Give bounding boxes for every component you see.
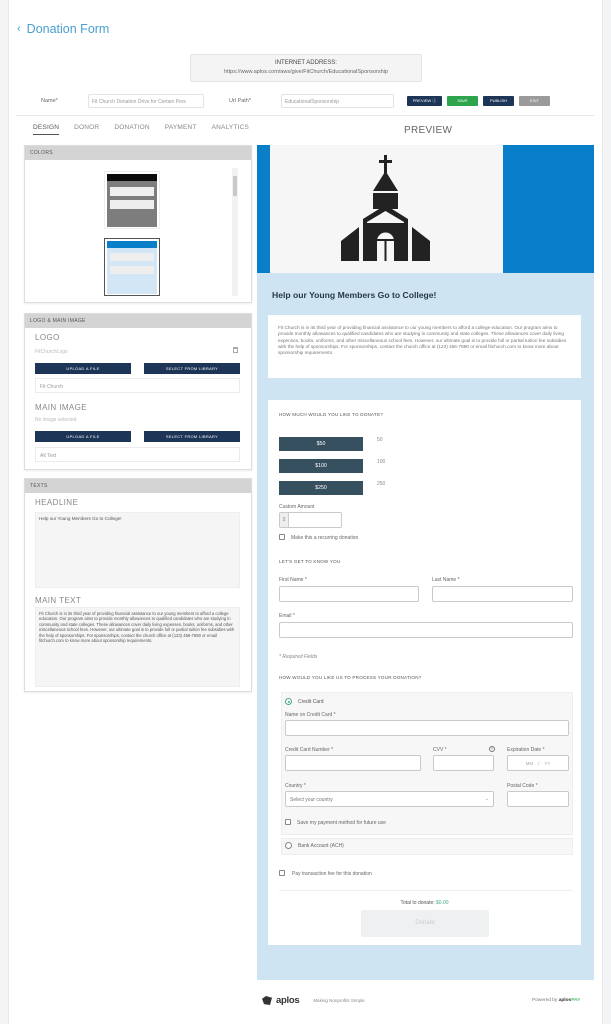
total-row	[268, 900, 581, 906]
name-input[interactable]: Fit Church Donation Drive for Certain Pers	[88, 94, 204, 108]
headline-textarea[interactable]: Help our Young Members Go to College!	[35, 512, 240, 588]
required-note: * Required Fields	[279, 654, 318, 660]
main-text-textarea[interactable]: Fit Church is in its third year of providing financial assistance to our young members to afford a college education. Our program aims to provide monthly allowances to qualified candidates who are studying in community and state colleges. These allowances cover daily living expenses, books, uniforms, and other miscellaneous school fees. However, our ultimate goal is to provide full or partial tuition fee subsidies with the help of sponsorships. For sponsorships, contact the church office at (123) 456-7890 or email fitchurch.com to know more about sponsorship requirements.	[35, 607, 240, 687]
internet-address-label: INTERNET ADDRESS:	[275, 60, 337, 66]
preview-button[interactable]: PREVIEW ⓘ	[407, 96, 442, 106]
footer-tagline: Making Nonprofits Simple	[313, 998, 365, 1003]
email-label: Email *	[279, 613, 295, 619]
tab-bar	[33, 124, 249, 135]
expiration-input[interactable]	[507, 755, 569, 771]
card-number-label: Credit Card Number *	[285, 747, 334, 753]
cvv-label: CVV *	[433, 747, 447, 753]
save-method-label: Save my payment method for future use	[297, 820, 386, 826]
total-label: Total to donate:	[400, 900, 435, 906]
publish-button[interactable]: PUBLISH	[483, 96, 514, 106]
name-label: Name*	[41, 98, 58, 104]
url-path-label: Url Path*	[229, 98, 252, 104]
fee-checkbox[interactable]	[279, 870, 285, 876]
amount-100-button[interactable]: $100	[279, 459, 363, 473]
donation-form-card	[268, 400, 581, 945]
bank-account-radio[interactable]	[285, 842, 292, 849]
preview-headline: Help our Young Members Go to College!	[272, 290, 437, 300]
exp-month: MM	[525, 760, 534, 766]
postal-code-input[interactable]	[507, 791, 569, 807]
aplos-mark-icon	[262, 996, 272, 1005]
url-path-input[interactable]: EducationalSponsorship	[281, 94, 394, 108]
powered-brand-suffix: PAY	[571, 998, 581, 1003]
credit-card-radio[interactable]	[285, 698, 292, 705]
amount-250-button[interactable]: $250	[279, 481, 363, 495]
country-placeholder: Select your country	[290, 797, 333, 803]
currency-addon: $	[280, 513, 289, 527]
back-link[interactable]	[17, 22, 109, 36]
help-icon[interactable]: ?	[490, 746, 494, 751]
amount-250-value: 250	[377, 481, 386, 487]
know-you-heading: LET'S GET TO KNOW YOU	[279, 559, 341, 564]
logo-panel-header: LOGO & MAIN IMAGE	[25, 314, 251, 328]
aplos-logo	[262, 995, 365, 1006]
email-input[interactable]	[279, 622, 573, 638]
colors-panel-header: COLORS	[25, 146, 251, 160]
amount-100-value: 100	[377, 459, 386, 465]
main-image-label: MAIN IMAGE	[35, 403, 88, 412]
tab-donor[interactable]: DONOR	[74, 124, 100, 131]
amount-50-value: 50	[377, 437, 383, 443]
exp-year: YY	[544, 760, 551, 766]
page-title: Donation Form	[26, 22, 110, 36]
logo-upload-button[interactable]: UPLOAD A FILE	[35, 363, 131, 374]
custom-amount-input[interactable]	[279, 512, 342, 528]
main-image-alt-input[interactable]: Alt Text	[35, 447, 240, 462]
main-image-upload-button[interactable]: UPLOAD A FILE	[35, 431, 131, 442]
process-heading: HOW WOULD YOU LIKE US TO PROCESS YOUR DONATION?	[279, 675, 422, 680]
country-label: Country *	[285, 783, 306, 789]
internet-address-box	[190, 54, 422, 82]
card-number-input[interactable]	[285, 755, 421, 771]
headline-label: HEADLINE	[35, 498, 79, 507]
logo-library-button[interactable]: SELECT FROM LIBRARY	[144, 363, 240, 374]
credit-card-label: Credit Card	[298, 699, 324, 705]
fee-label: Pay transaction fee for this donation	[292, 871, 372, 877]
powered-brand: aplos	[558, 998, 572, 1003]
exit-button[interactable]: EXIT	[519, 96, 550, 106]
tab-design[interactable]: DESIGN	[33, 124, 59, 135]
total-value: $0.00	[436, 900, 449, 906]
logo-filename: FitChurchLogo	[35, 349, 68, 355]
name-on-card-label: Name on Credit Card *	[285, 712, 336, 718]
chevron-down-icon: ⌄	[484, 796, 489, 802]
recurring-checkbox[interactable]	[279, 534, 285, 540]
divider	[16, 115, 594, 116]
custom-amount-label: Custom Amount	[279, 504, 315, 510]
church-icon	[339, 153, 435, 263]
texts-panel-header: TEXTS	[25, 479, 251, 493]
exp-separator: /	[538, 760, 540, 766]
form-preview	[257, 145, 594, 980]
main-image-library-button[interactable]: SELECT FROM LIBRARY	[144, 431, 240, 442]
donate-question: HOW MUCH WOULD YOU LIKE TO DONATE?	[279, 412, 383, 417]
cvv-input[interactable]	[433, 755, 494, 771]
expiration-label: Expiration Date *	[507, 747, 545, 753]
last-name-label: Last Name *	[432, 577, 460, 583]
colors-scrollbar[interactable]	[232, 168, 238, 296]
last-name-input[interactable]	[432, 586, 573, 602]
preview-heading: PREVIEW	[404, 125, 453, 136]
hero-image	[270, 145, 503, 273]
main-image-hint: No image selected	[35, 417, 77, 423]
swatch-body	[107, 248, 157, 294]
save-method-checkbox[interactable]	[285, 819, 291, 825]
tab-payment[interactable]: PAYMENT	[164, 124, 197, 131]
tab-analytics[interactable]: ANALYTICS	[211, 124, 250, 131]
internet-address-url[interactable]: https://www.aplos.com/aws/give/FitChurch/EducationalSponsorship	[224, 69, 388, 75]
recurring-label: Make this a recurring donation	[291, 535, 359, 541]
swatch-body	[107, 181, 157, 227]
divider	[279, 890, 573, 891]
powered-by	[532, 998, 580, 1003]
chevron-left-icon: ‹	[17, 23, 21, 35]
scrollbar-thumb[interactable]	[233, 176, 237, 196]
postal-code-label: Postal Code *	[507, 783, 538, 789]
description-card	[268, 315, 581, 378]
color-swatch-dark[interactable]	[104, 171, 160, 229]
save-button[interactable]: SAVE	[447, 96, 478, 106]
tab-donation[interactable]: DONATION	[114, 124, 150, 131]
amount-50-button[interactable]: $50	[279, 437, 363, 451]
first-name-label: First Name *	[279, 577, 307, 583]
aplos-wordmark: aplos	[276, 995, 300, 1006]
country-select[interactable]	[285, 791, 494, 807]
preview-description: Fit Church is in its third year of providing financial assistance to our young members to afford a college education. Our program aims to provide monthly allowances to qualified candidates who are studying in community and state colleges. These allowances cover daily living expenses, books, uniforms, and other miscellaneous school fees. However, our ultimate goal is to provide full or partial tuition fee subsidies with the help of sponsorships. For sponsorships, contact the church office at (123) 456-7890 or email fitchurch.com to know more about sponsorship requirements.	[278, 325, 567, 356]
logo-alt-input[interactable]: Fit Church	[35, 378, 240, 393]
main-text-label: MAIN TEXT	[35, 596, 82, 605]
powered-by-label: Powered by	[532, 998, 558, 1003]
bank-account-label: Bank Account (ACH)	[298, 843, 344, 849]
swatch-header	[107, 174, 157, 181]
color-swatch-blue[interactable]	[104, 238, 160, 296]
first-name-input[interactable]	[279, 586, 419, 602]
hero-banner	[257, 145, 594, 273]
swatch-header	[107, 241, 157, 248]
name-on-card-input[interactable]	[285, 720, 569, 736]
donate-button[interactable]: Donate	[361, 910, 489, 937]
trash-icon[interactable]	[233, 347, 238, 353]
form-settings-row	[0, 94, 611, 110]
logo-label: LOGO	[35, 333, 60, 342]
